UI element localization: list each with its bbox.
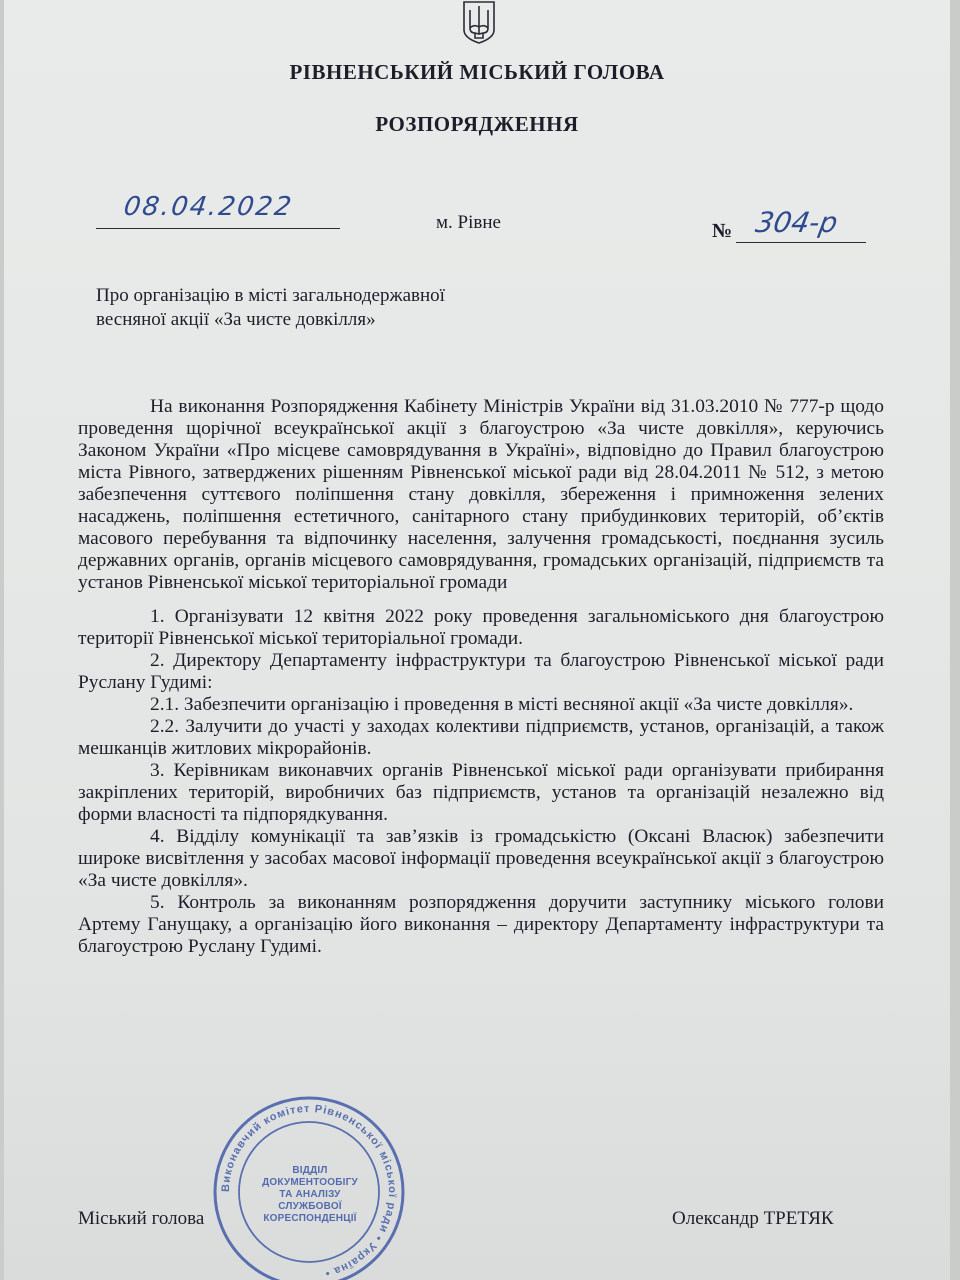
stamp-center-text	[262, 1165, 358, 1225]
order-item-5: 5. Контроль за виконанням розпорядження доручити заступнику міського голови Артему Ганущаку, а організацію його виконання – директору Департаменту інфраструктури та благоустрою Руслану Гудимі.	[78, 892, 884, 957]
order-item-3: 3. Керівникам виконавчих органів Рівненської міської ради організувати прибирання закріплених територій, виробничих баз підприємств, установ та організацій незалежно від форми власності та підпорядкування.	[78, 760, 884, 825]
handwritten-date: 08.04.2022	[121, 192, 295, 222]
handwritten-document-number: 304-р	[753, 206, 841, 239]
stamp-line-3: ТА АНАЛІЗУ	[279, 1189, 341, 1200]
subject-line-1: Про організацію в місті загальнодержавної	[96, 285, 445, 306]
city-label: м. Рівне	[436, 212, 501, 233]
order-item-2-2: 2.2. Залучити до участі у заходах колективи підприємств, установ, організацій, а також мешканців житлових мікрорайонів.	[78, 716, 884, 759]
document-subject	[96, 284, 445, 332]
signatory-name: Олександр ТРЕТЯК	[672, 1208, 834, 1229]
order-item-1: 1. Організувати 12 квітня 2022 року проведення загальноміського дня благоустрою території Рівненської міської територіальної громади.	[78, 606, 884, 649]
stamp-line-5: КОРЕСПОНДЕНЦІЇ	[263, 1213, 357, 1224]
subject-line-2: весняної акції «За чисте довкілля»	[96, 309, 376, 330]
issuing-authority-heading: РІВНЕНСЬКИЙ МІСЬКИЙ ГОЛОВА	[289, 60, 665, 84]
number-sign: №	[712, 220, 733, 242]
stamp-line-1: ВІДДІЛ	[292, 1165, 328, 1176]
order-item-2: 2. Директору Департаменту інфраструктури та благоустрою Рівненської міської ради Руслану Гудимі:	[78, 650, 884, 693]
preamble-paragraph: На виконання Розпорядження Кабінету Міністрів України від 31.03.2010 № 777-р щодо проведення щорічної всеукраїнської акції з благоустрою «За чисте довкілля», керуючись Законом України «Про місцеве самоврядування в Україні», відповідно до Правил благоустрою міста Рівного, затверджених рішенням Рівненської міської ради від 28.04.2011 № 512, з метою забезпечення суттєвого поліпшення стану довкілля, збереження і примноження зелених насаджень, поліпшення естетичного, санітарного стану прибудинкових територій, об’єктів масового перебування та відпочинку населення, залучення громадськості, поєднання зусиль державних органів, органів місцевого самоврядування, громадських організацій, підприємств та установ Рівненської міської територіальної громади	[78, 396, 884, 593]
stamp-line-2: ДОКУМЕНТООБІГУ	[262, 1177, 358, 1188]
order-item-4: 4. Відділу комунікації та зав’язків із громадськістю (Оксані Власюк) забезпечити широке висвітлення у засобах масової інформації проведення всеукраїнської акції з благоустрою «За чисте довкілля».	[78, 826, 884, 891]
stamp-line-4: СЛУЖБОВОЇ	[278, 1201, 342, 1212]
trident-emblem-icon	[461, 0, 497, 44]
document-body	[78, 396, 884, 958]
document-type-heading: РОЗПОРЯДЖЕННЯ	[375, 112, 579, 136]
stamp-ring-text: Виконавчий комітет Рівненської міської ради • Україна •	[219, 1102, 399, 1280]
number-underline	[736, 242, 866, 243]
date-underline	[96, 228, 340, 229]
signatory-position: Міський голова	[78, 1208, 205, 1229]
document-page	[4, 0, 950, 1280]
order-item-2-1: 2.1. Забезпечити організацію і проведення в місті весняної акції «За чисте довкілля».	[150, 694, 854, 715]
